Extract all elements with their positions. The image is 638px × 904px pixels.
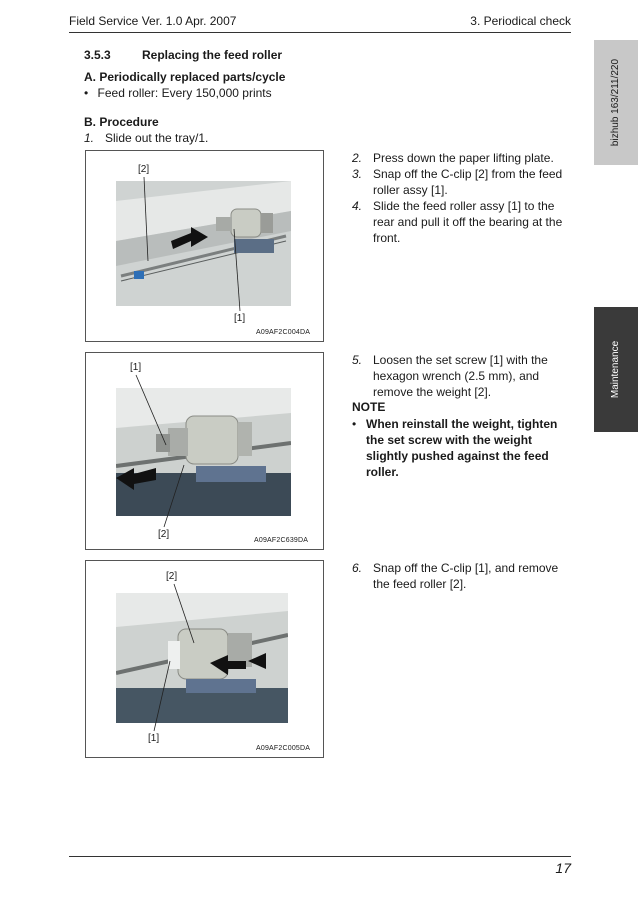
step-text-line: remove the weight [2].	[373, 385, 492, 399]
figure-1-callout-top: [2]	[138, 164, 150, 175]
step-text-line: Loosen the set screw [1] with the	[373, 353, 548, 367]
figure-3	[85, 560, 324, 758]
step-4	[352, 198, 577, 246]
figure-2	[85, 352, 324, 550]
step-text-line: rear and pull it off the bearing at the	[373, 215, 563, 229]
figure-1-callout-bottom: [1]	[234, 313, 246, 324]
step-number: 5.	[352, 353, 363, 367]
step-number: 6.	[352, 561, 363, 575]
step-text-line: front.	[373, 231, 401, 245]
figure-3-callout-bottom: [1]	[148, 733, 160, 744]
figure-2-leader-lines	[86, 353, 323, 549]
side-tab-maintenance-label: Maintenance	[610, 340, 622, 399]
figure-1-code: A09AF2C004DA	[256, 329, 311, 336]
figure-1	[85, 150, 324, 342]
part-a-item-text: Feed roller: Every 150,000 prints	[97, 86, 272, 100]
figure-2-code: A09AF2C639DA	[254, 537, 309, 544]
bullet-glyph: •	[84, 86, 89, 100]
bullet-glyph: •	[352, 417, 357, 431]
section-number: 3.5.3	[84, 48, 111, 62]
side-tab-maintenance	[594, 307, 638, 432]
note-line: slightly pushed against the feed	[366, 449, 549, 463]
figure-3-callout-top: [2]	[166, 571, 178, 582]
step-text-line: Slide the feed roller assy [1] to the	[373, 199, 555, 213]
note-line: roller.	[366, 465, 399, 479]
step-text: Slide out the tray/1.	[105, 131, 209, 145]
part-a-heading: A. Periodically replaced parts/cycle	[84, 70, 286, 84]
figure-3-code: A09AF2C005DA	[256, 745, 311, 752]
step-number: 2.	[352, 151, 363, 165]
figure-2-callout-bottom: [2]	[158, 529, 170, 540]
side-tab-model-label: bizhub 163/211/220	[610, 58, 622, 147]
step-text-line: the feed roller [2].	[373, 577, 467, 591]
note-text	[352, 416, 577, 480]
step-6	[352, 560, 577, 592]
step-text-line: Snap off the C-clip [1], and remove	[373, 561, 559, 575]
step-number: 1.	[84, 131, 95, 145]
step-number: 3.	[352, 167, 363, 181]
step-5	[352, 352, 577, 400]
step-3	[352, 166, 577, 198]
part-a-item	[84, 85, 272, 101]
figure-2-callout-top: [1]	[130, 362, 142, 373]
footer-rule	[69, 856, 571, 857]
note-line: When reinstall the weight, tighten	[366, 417, 558, 431]
part-b-heading: B. Procedure	[84, 115, 159, 129]
header-right: 3. Periodical check	[470, 14, 571, 28]
step-text-line: roller assy [1].	[373, 183, 448, 197]
header-left: Field Service Ver. 1.0 Apr. 2007	[69, 14, 237, 28]
figure-1-leader-lines	[86, 151, 323, 341]
step-text: Press down the paper lifting plate.	[373, 151, 554, 165]
header-rule	[69, 32, 571, 33]
step-text-line: hexagon wrench (2.5 mm), and	[373, 369, 540, 383]
step-1	[84, 130, 344, 146]
note-line: the set screw with the weight	[366, 433, 533, 447]
section-title: Replacing the feed roller	[142, 48, 283, 62]
figure-3-leader-lines	[86, 561, 323, 757]
page-number: 17	[555, 860, 571, 876]
side-tab-model	[594, 40, 638, 165]
note-label: NOTE	[352, 400, 386, 414]
step-number: 4.	[352, 199, 363, 213]
step-2	[352, 150, 577, 166]
step-text-line: Snap off the C-clip [2] from the feed	[373, 167, 563, 181]
